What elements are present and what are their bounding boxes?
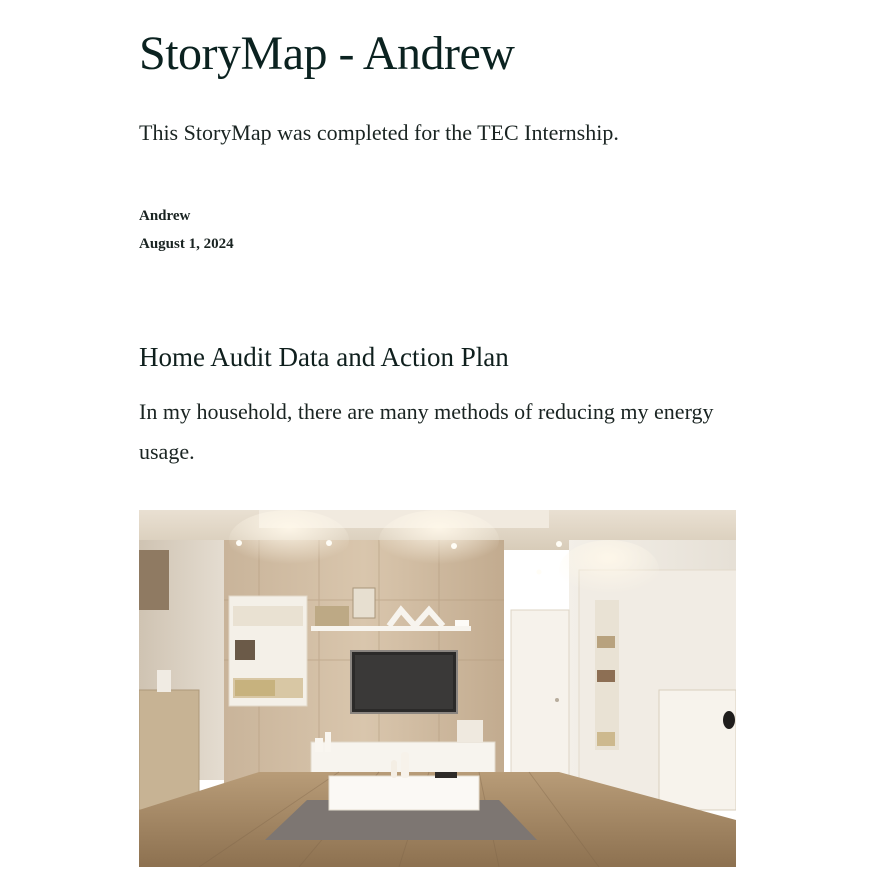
section-paragraph: In my household, there are many methods of reducing my energy usage. [139, 399, 714, 464]
story-subtitle: This StoryMap was completed for the TEC Internship. [139, 120, 619, 145]
story-date: August 1, 2024 [139, 236, 234, 252]
living-room-photo[interactable] [139, 510, 736, 867]
living-room-illustration [139, 510, 736, 867]
story-author[interactable]: Andrew [139, 208, 191, 224]
story-title: StoryMap - Andrew [139, 27, 515, 80]
section-heading: Home Audit Data and Action Plan [139, 342, 509, 372]
